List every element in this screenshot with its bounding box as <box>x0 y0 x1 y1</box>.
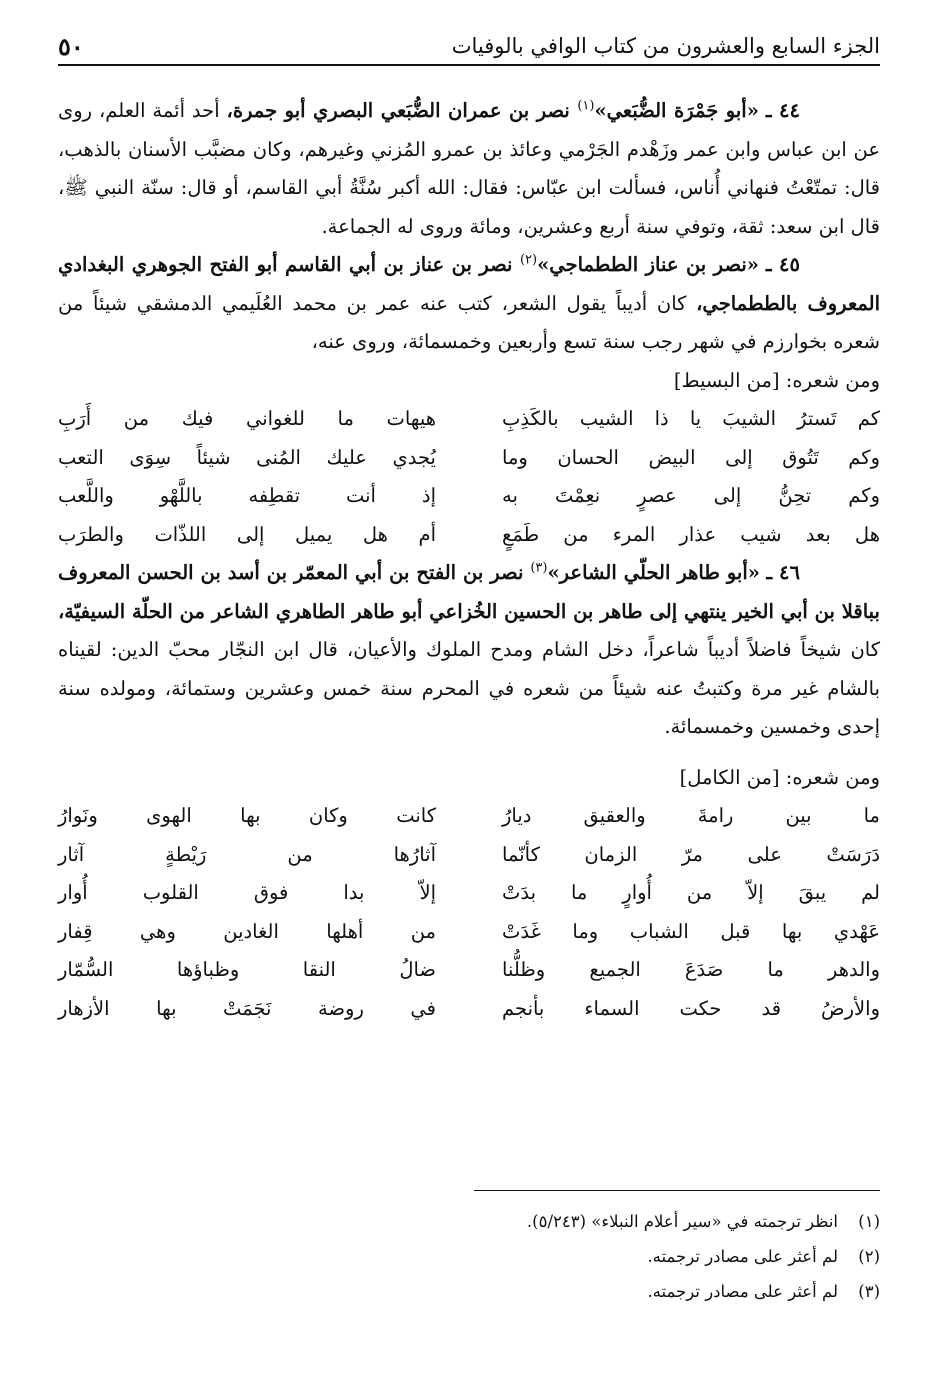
verse-second-hemistich: إذ أنت تقطِفه باللَّهْو واللَّعب <box>58 484 436 507</box>
verse-second-hemistich: في روضة نَجَمَتْ بها الأزهار <box>58 996 436 1020</box>
verse-first-hemistich: وكم تحِنُّ إلى عصرٍ نعِمْتَ به <box>502 484 880 507</box>
verse-first-hemistich: كم تَسترُ الشيبَ يا ذا الشيب بالكَذِبِ <box>502 407 880 430</box>
spacer <box>58 747 880 759</box>
entry-number: ٤٥ ـ <box>765 253 800 276</box>
entry-full-name: نصر بن عمران الضُّبَعي البصري أبو جمرة، <box>226 99 578 122</box>
entry-heading: «نصر بن عناز الططماجي» <box>537 253 759 276</box>
entry-full-name: نصر بن عناز بن أبي القاسم أبو الفتح الجوهري البغدادي المعروف بالططماجي، <box>58 253 880 315</box>
poem-verse <box>58 477 880 516</box>
verse-first-hemistich: هل بعد شيب عذار المرء من طَمَعٍ <box>502 522 880 546</box>
entry-text: أحد أئمة العلم، روى عن ابن عباس وابن عمر وزَهْدم الجَرْمي وعائذ بن عمرو المُزني وغيرهم، وكان مضبَّب الأسنان بالذهب، قال: تمتّعْتُ فنهاني أُناس، فسألت ابن عبّاس: فقال: الله أكبر سُنَّةُ أبي القاسم، أو قال: سنّة النبي ﷺ، قال ابن سعد: ثقة، وتوفي سنة أربع وعشرين، ومائة وروى له الجماعة. <box>58 99 880 238</box>
verse-second-hemistich: يُجدي عليك المُنى شيئاً سِوَى التعب <box>58 445 436 469</box>
footnote <box>58 1274 880 1309</box>
verse-first-hemistich: عَهْدي بها قبل الشباب وما غَدَتْ <box>502 919 880 943</box>
verse-second-hemistich: كانت وكان بها الهوى ونَوارُ <box>58 804 436 827</box>
entry-heading: «أبو طاهر الحلّي الشاعر» <box>547 561 760 584</box>
footnotes <box>58 1204 880 1309</box>
verse-first-hemistich: دَرَسَتْ على مرّ الزمان كأنّما <box>502 842 880 866</box>
poem-intro: ومن شعره: [من البسيط] <box>673 368 880 392</box>
verse-first-hemistich: والأرضُ قد حكت السماء بأنجم <box>502 996 880 1020</box>
poem-verse <box>58 836 880 875</box>
poem-verse <box>58 874 880 913</box>
poem-45 <box>58 400 880 554</box>
footnote-reference[interactable]: (٣) <box>530 560 548 576</box>
poem-intro: ومن شعره: [من الكامل] <box>679 765 880 789</box>
biography-entry-46 <box>58 554 880 747</box>
verse-first-hemistich: لم يبقَ إلاّ من أُوارٍ ما بدَتْ <box>502 881 880 904</box>
verse-second-hemistich: أم هل يميل إلى اللذّات والطرَب <box>58 522 436 546</box>
poem-verse <box>58 439 880 478</box>
footnote-reference[interactable]: (٢) <box>519 252 538 268</box>
footnote-number: (٢) <box>858 1247 880 1266</box>
footnote <box>58 1204 880 1239</box>
page-number: ٥٠ <box>58 31 84 61</box>
poem-verse <box>58 400 880 439</box>
entry-number: ٤٤ ـ <box>765 99 800 122</box>
poem-46 <box>58 797 880 1028</box>
footnote-separator <box>474 1190 880 1191</box>
biography-entry-44 <box>58 92 880 246</box>
footnote-text: لم أعثر على مصادر ترجمته. <box>647 1247 838 1266</box>
verse-second-hemistich: إلاّ بدا فوق القلوب أُوار <box>58 881 436 904</box>
entry-number: ٤٦ ـ <box>766 561 800 584</box>
verse-second-hemistich: آثارُها من رَيْطةٍ آثار <box>58 842 436 866</box>
verse-second-hemistich: من أهلها الغادين وهي قِفار <box>58 919 436 943</box>
biography-entry-45 <box>58 246 880 362</box>
verse-first-hemistich: ما بين رامةَ والعقيق ديارُ <box>502 804 880 827</box>
footnote-text: لم أعثر على مصادر ترجمته. <box>647 1282 838 1301</box>
footnote-number: (١) <box>858 1212 880 1231</box>
page-header <box>58 28 880 66</box>
footnote-text: انظر ترجمته في «سير أعلام النبلاء» (٥/٢٤٣). <box>526 1212 838 1231</box>
verse-first-hemistich: والدهر ما صَدَعَ الجميع وظلُّنا <box>502 958 880 981</box>
poem-verse <box>58 913 880 952</box>
poem-verse <box>58 516 880 555</box>
entry-full-name: نصر بن الفتح بن أبي المعمّر بن أسد بن الحسن المعروف بباقلا بن أبي الخير ينتهي إلى طاهر بن الحسين الخُزاعي أبو طاهر الطاهري الشاعر من الحلّة السيفيّة، <box>58 561 880 623</box>
footnote <box>58 1239 880 1274</box>
poem-verse <box>58 990 880 1029</box>
poem-verse <box>58 797 880 836</box>
entry-text: كان شيخاً فاضلاً أديباً شاعراً، دخل الشام ومدح الملوك والأعيان، قال ابن النجّار محبّ الدين: لقيناه بالشام غير مرة وكتبتُ عنه شيئاً من شعره في المحرم سنة خمس وعشرين وستمائة، ومولده سنة إحدى وخمسين وخمسمائة. <box>58 638 880 738</box>
page-body <box>58 92 880 1028</box>
verse-second-hemistich: هيهات ما للغواني فيك من أَرَبِ <box>58 407 436 430</box>
footnote-reference[interactable]: (١) <box>577 98 595 114</box>
entry-heading: «أبو جَمْرَة الضُّبَعي» <box>594 99 759 122</box>
verse-first-hemistich: وكم تَتُوق إلى البيض الحسان وما <box>502 445 880 469</box>
poem-verse <box>58 951 880 990</box>
entry-text: كان أديباً يقول الشعر، كتب عنه عمر بن محمد العُلَيمي الدمشقي شيئاً من شعره بخوارزم في شهر رجب سنة تسع وأربعين وخمسمائة، وروى عنه، <box>58 291 880 353</box>
running-title: الجزء السابع والعشرون من كتاب الوافي بالوفيات <box>451 34 880 58</box>
verse-second-hemistich: ضالُ النقا وظباؤها السُّمّار <box>58 958 436 981</box>
footnote-number: (٣) <box>858 1282 880 1301</box>
